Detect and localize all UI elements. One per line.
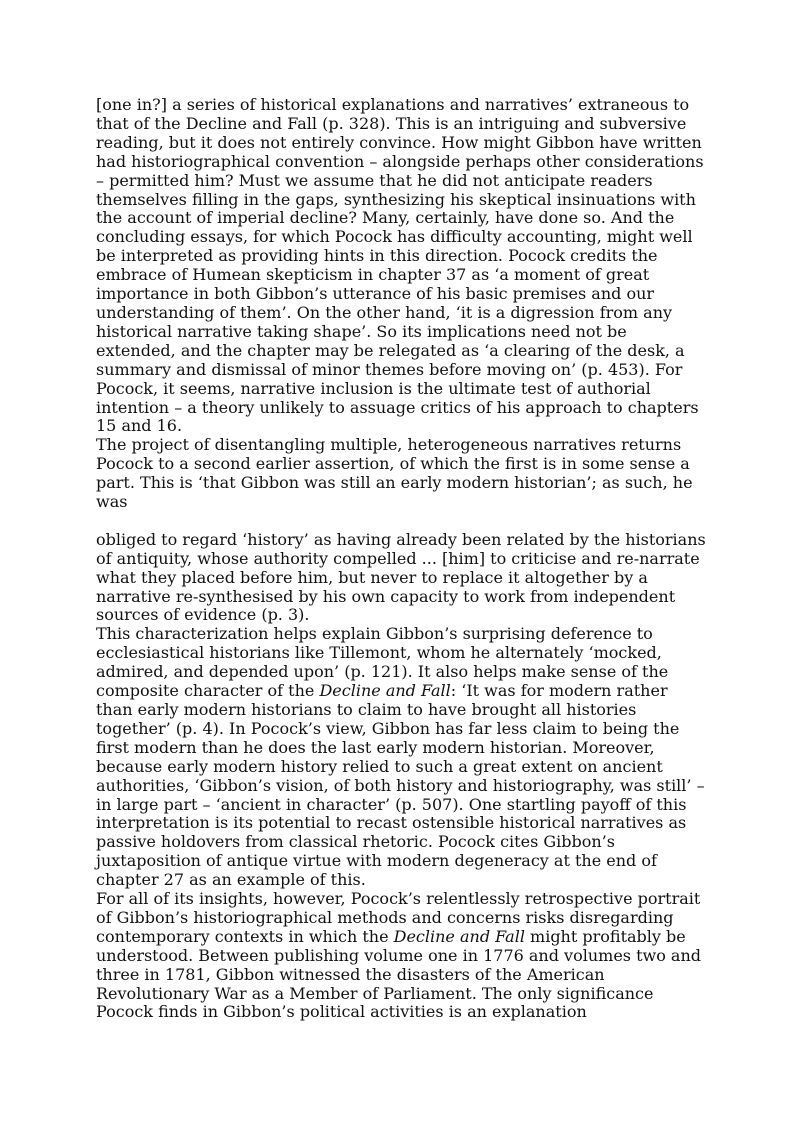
paragraph-text-segment: : ‘It was for modern rather than early modern historians to claim to have brought all histories together’ (p. 4). In Pocock’s view, Gibbon has far less claim to being the first modern than he does the last early modern historian. Moreover, because early modern history relied to such a great extent on ancient authorities, ‘Gibbon’s vision, of both history and historiography, was still’ – in large part – ‘ancient in character’ (p. 507). One startling payoff of this interpretation is its potential to recast ostensible historical narratives as passive holdovers from classical rhetoric. Pocock cites Gibbon’s juxtaposition of antique virtue with modern degeneracy at the end of chapter 27 as an example of this.	[96, 681, 705, 890]
block-quote-history: obliged to regard ‘history’ as having already been related by the historians of antiquity, whose authority compelled ... [him] to criticise and re-narrate what they placed before him, but never to replace it altogether by a narrative re-synthesised by his own capacity to work from independent sources of evidence (p. 3).	[96, 529, 706, 625]
book-title-italic: Decline and Fall	[393, 926, 525, 946]
paragraph-text-segment: This characterization helps explain Gibbon’s surprising deference to ecclesiastical historians like Tillemont, whom he alternately ‘mocked, admired, and depended upon’ (p. 121). It also helps make sense of the composite character of the	[96, 624, 669, 701]
paragraph-contemporary-contexts	[96, 890, 708, 1022]
document-page	[96, 96, 708, 1022]
paragraph-gap	[96, 512, 708, 531]
paragraph-early-modern-historian: The project of disentangling multiple, heterogeneous narratives returns Pocock to a second earlier assertion, of which the first is in some sense a part. This is ‘that Gibbon was still an early modern historian’; as such, he was	[96, 435, 693, 512]
book-title-italic: Decline and Fall	[319, 681, 451, 701]
paragraph-characterization	[96, 625, 708, 890]
paragraph-text-segment: For all of its insights, however, Pocock’s relentlessly retrospective portrait of Gibbon’s historiographical methods and concerns risks disregarding contemporary contexts in which the	[96, 889, 701, 946]
paragraph-text-segment: might profitably be understood. Between publishing volume one in 1776 and volumes two and three in 1781, Gibbon witnessed the disasters of the American Revolutionary War as a Member of Parliament. The only significance Pocock finds in Gibbon’s political activities is an explanation	[96, 926, 702, 1022]
paragraph-decline-and-fall-reading: [one in?] a series of historical explanations and narratives’ extraneous to that of the Decline and Fall (p. 328). This is an intriguing and subversive reading, but it does not entirely convince. How might Gibbon have written had historiographical convention – alongside perhaps other considerations – permitted him? Must we assume that he did not anticipate readers themselves filling in the gaps, synthesizing his skeptical insinuations with the account of imperial decline? Many, certainly, have done so. And the concluding essays, for which Pocock has difficulty accounting, might well be interpreted as providing hints in this direction. Pocock credits the embrace of Humean skepticism in chapter 37 as ‘a moment of great importance in both Gibbon’s utterance of his basic premises and our understanding of them’. On the other hand, ‘it is a digression from any historical narrative taking shape’. So its implications need not be extended, and the chapter may be relegated as ‘a clearing of the desk, a summary and dismissal of minor themes before moving on’ (p. 453). For Pocock, it seems, narrative inclusion is the ultimate test of authorial intention – a theory unlikely to assuage critics of his approach to chapters 15 and 16.	[96, 95, 704, 436]
